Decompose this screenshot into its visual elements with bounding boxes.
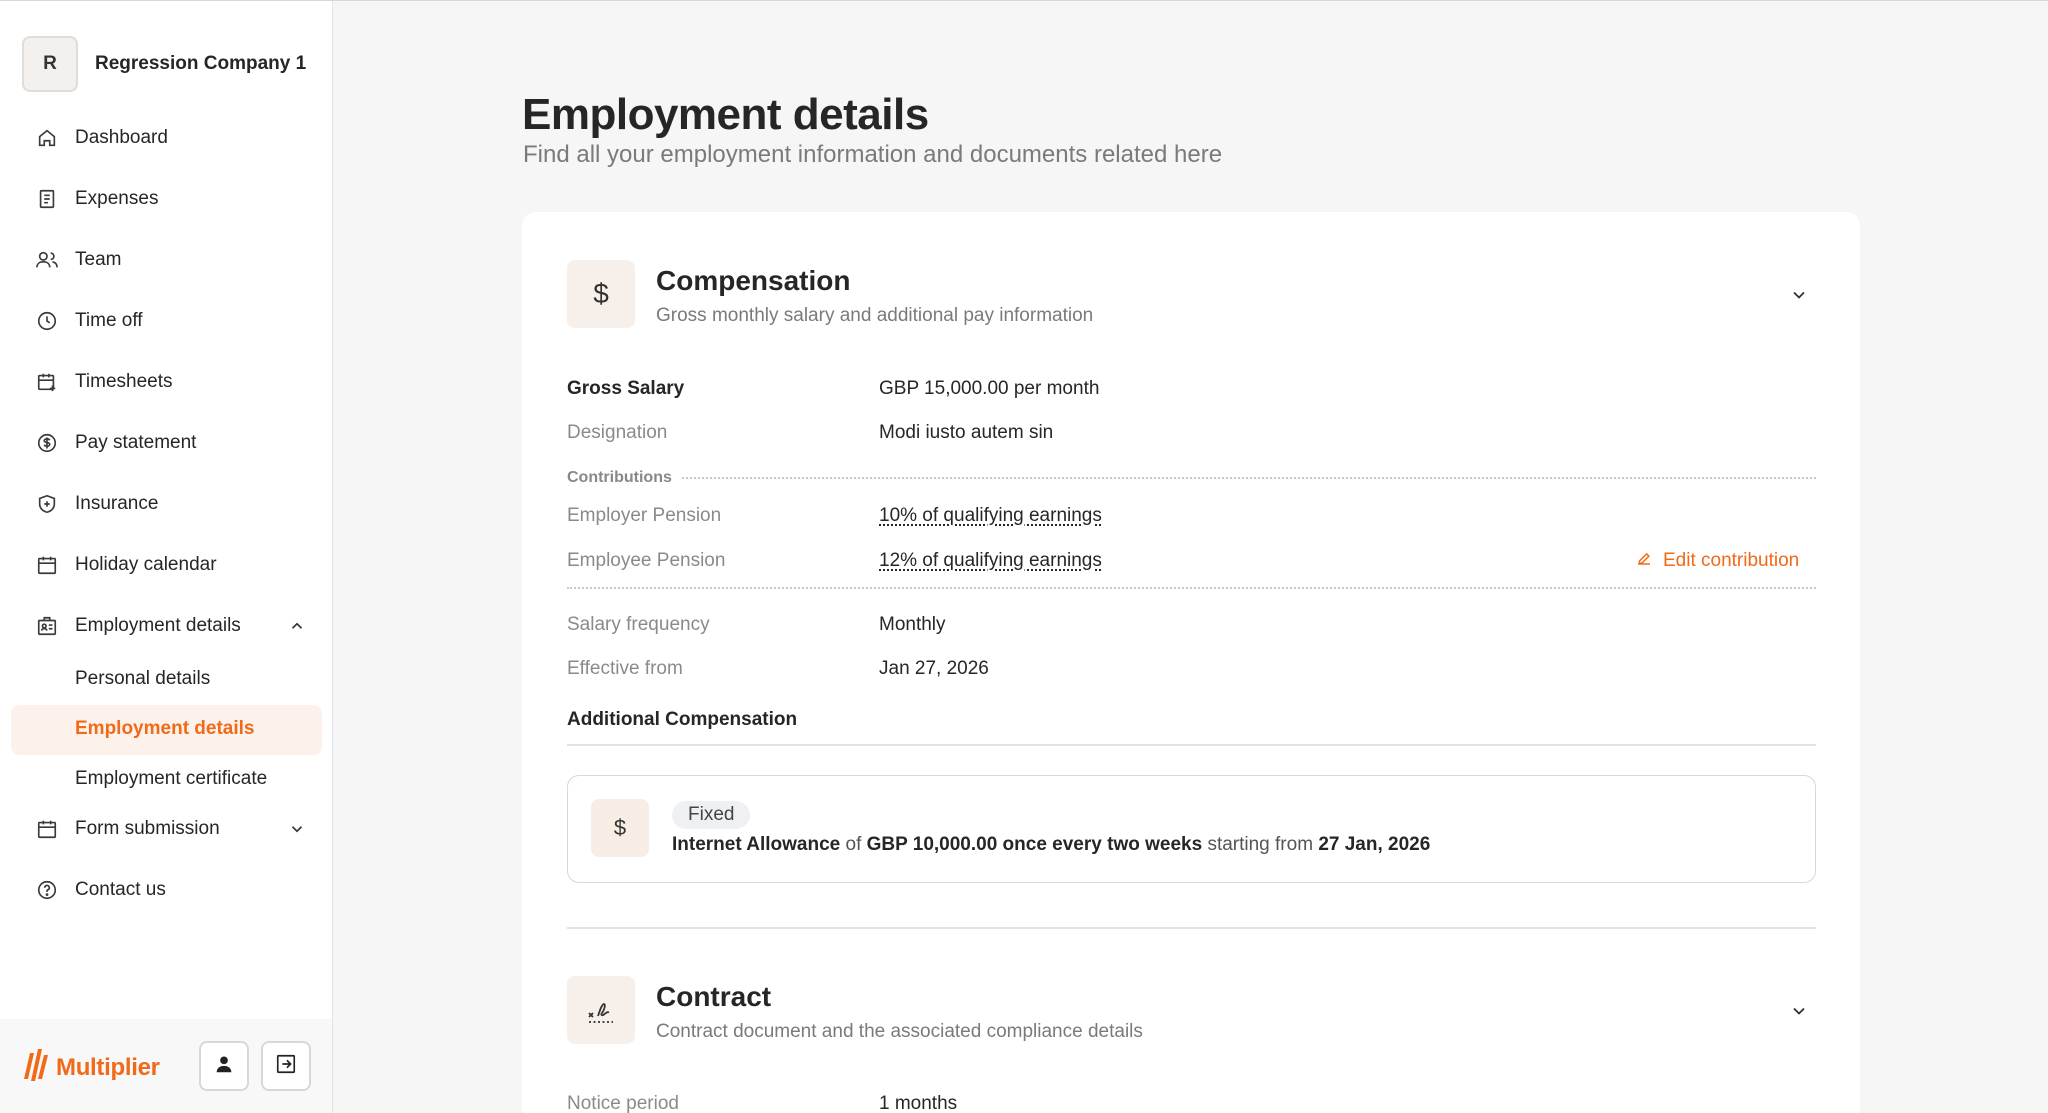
signature-icon (567, 976, 635, 1044)
sidebar-item-form-submission[interactable] (34, 814, 220, 844)
sidebar-footer (0, 1019, 332, 1113)
divider (567, 744, 1816, 746)
allowance-of: of (845, 834, 862, 855)
id-card-icon (34, 613, 60, 639)
page-subtitle: Find all your employment information and documents related here (523, 141, 1223, 168)
sidebar-item-insurance[interactable] (34, 489, 158, 519)
effective-from-label: Effective from (567, 658, 683, 679)
sidebar-item-label: Contact us (75, 879, 166, 900)
sidebar-item-label: Time off (75, 310, 143, 331)
company-name: Regression Company 1 (95, 53, 307, 74)
pencil-icon (1635, 549, 1653, 573)
edit-contribution-button[interactable] (1635, 549, 1799, 573)
sidebar-subitem-employment-details[interactable]: Employment details (75, 718, 255, 739)
help-circle-icon (34, 877, 60, 903)
logout-button[interactable] (261, 1041, 311, 1091)
sidebar-item-team[interactable] (34, 245, 121, 275)
sidebar-item-dashboard[interactable] (34, 123, 168, 153)
sidebar-item-pay-statement[interactable] (34, 428, 196, 458)
home-icon (34, 125, 60, 151)
dollar-icon: $ (567, 260, 635, 328)
receipt-icon (34, 186, 60, 212)
sidebar-item-timesheets[interactable] (34, 367, 173, 397)
allowance-description (672, 834, 1430, 856)
sidebar-item-label: Dashboard (75, 127, 168, 148)
multiplier-logo-icon (20, 1045, 52, 1090)
allowance-start-date: 27 Jan, 2026 (1318, 834, 1431, 855)
sidebar-item-label: Insurance (75, 493, 159, 514)
logout-icon (275, 1053, 297, 1080)
brand-name: Multiplier (56, 1053, 160, 1081)
sidebar (0, 1, 333, 1113)
sidebar-item-label: Pay statement (75, 432, 197, 453)
status-badge: Fixed (672, 801, 750, 829)
contract-title: Contract (656, 981, 772, 1012)
page-title: Employment details (522, 90, 929, 139)
contributions-label: Contributions (567, 469, 672, 486)
employer-pension-value[interactable]: 10% of qualifying earnings (879, 505, 1102, 526)
effective-from-value: Jan 27, 2026 (879, 658, 989, 679)
sidebar-item-employment-details[interactable] (34, 611, 241, 641)
chevron-down-icon[interactable] (1784, 280, 1814, 310)
sidebar-item-contact-us[interactable] (34, 875, 166, 905)
shield-plus-icon (34, 491, 60, 517)
notice-period-value: 1 months (879, 1093, 958, 1113)
sidebar-item-expenses[interactable] (34, 184, 158, 214)
compensation-title: Compensation (656, 265, 851, 296)
user-icon (213, 1053, 235, 1080)
chevron-up-icon[interactable] (284, 613, 310, 639)
company-avatar: R (22, 36, 78, 92)
sidebar-item-label: Expenses (75, 188, 159, 209)
allowance-starting-from: starting from (1207, 834, 1314, 855)
sidebar-item-label: Holiday calendar (75, 554, 217, 575)
divider (682, 477, 1816, 479)
allowance-card (567, 775, 1816, 883)
sidebar-item-time-off[interactable] (34, 306, 143, 336)
sidebar-subitem-personal-details[interactable]: Personal details (75, 668, 211, 689)
sidebar-item-label: Team (75, 249, 122, 270)
allowance-name: Internet Allowance (672, 834, 841, 855)
dollar-icon: $ (591, 799, 649, 857)
compensation-subtitle: Gross monthly salary and additional pay information (656, 305, 1094, 326)
sidebar-item-label: Form submission (75, 818, 220, 839)
notice-period-label: Notice period (567, 1093, 679, 1113)
employee-pension-value[interactable]: 12% of qualifying earnings (879, 550, 1102, 571)
gross-salary-value: GBP 15,000.00 per month (879, 378, 1100, 399)
allowance-amount: GBP 10,000.00 once every two weeks (866, 834, 1203, 855)
chevron-down-icon[interactable] (1784, 996, 1814, 1026)
divider (567, 587, 1816, 589)
profile-button[interactable] (199, 1041, 249, 1091)
dollar-circle-icon (34, 430, 60, 456)
calendar-icon (34, 816, 60, 842)
additional-compensation-title: Additional Compensation (567, 709, 798, 730)
designation-value: Modi iusto autem sin (879, 422, 1054, 443)
sidebar-subitem-employment-certificate[interactable]: Employment certificate (75, 768, 268, 789)
employer-pension-label: Employer Pension (567, 505, 722, 526)
sidebar-item-label: Timesheets (75, 371, 173, 392)
calendar-icon (34, 552, 60, 578)
calendar-plus-icon (34, 369, 60, 395)
contract-subtitle: Contract document and the associated compliance details (656, 1021, 1143, 1042)
employment-card (522, 212, 1860, 1113)
users-icon (34, 247, 60, 273)
company-switcher[interactable] (22, 36, 306, 92)
designation-label: Designation (567, 422, 668, 443)
chevron-down-icon[interactable] (284, 816, 310, 842)
edit-contribution-label: Edit contribution (1663, 550, 1800, 571)
clock-icon (34, 308, 60, 334)
gross-salary-label: Gross Salary (567, 378, 685, 399)
divider (567, 927, 1816, 929)
employee-pension-label: Employee Pension (567, 550, 726, 571)
brand-logo[interactable] (20, 1045, 160, 1090)
salary-frequency-value: Monthly (879, 614, 946, 635)
sidebar-item-label: Employment details (75, 615, 241, 636)
sidebar-item-holiday-calendar[interactable] (34, 550, 217, 580)
salary-frequency-label: Salary frequency (567, 614, 710, 635)
